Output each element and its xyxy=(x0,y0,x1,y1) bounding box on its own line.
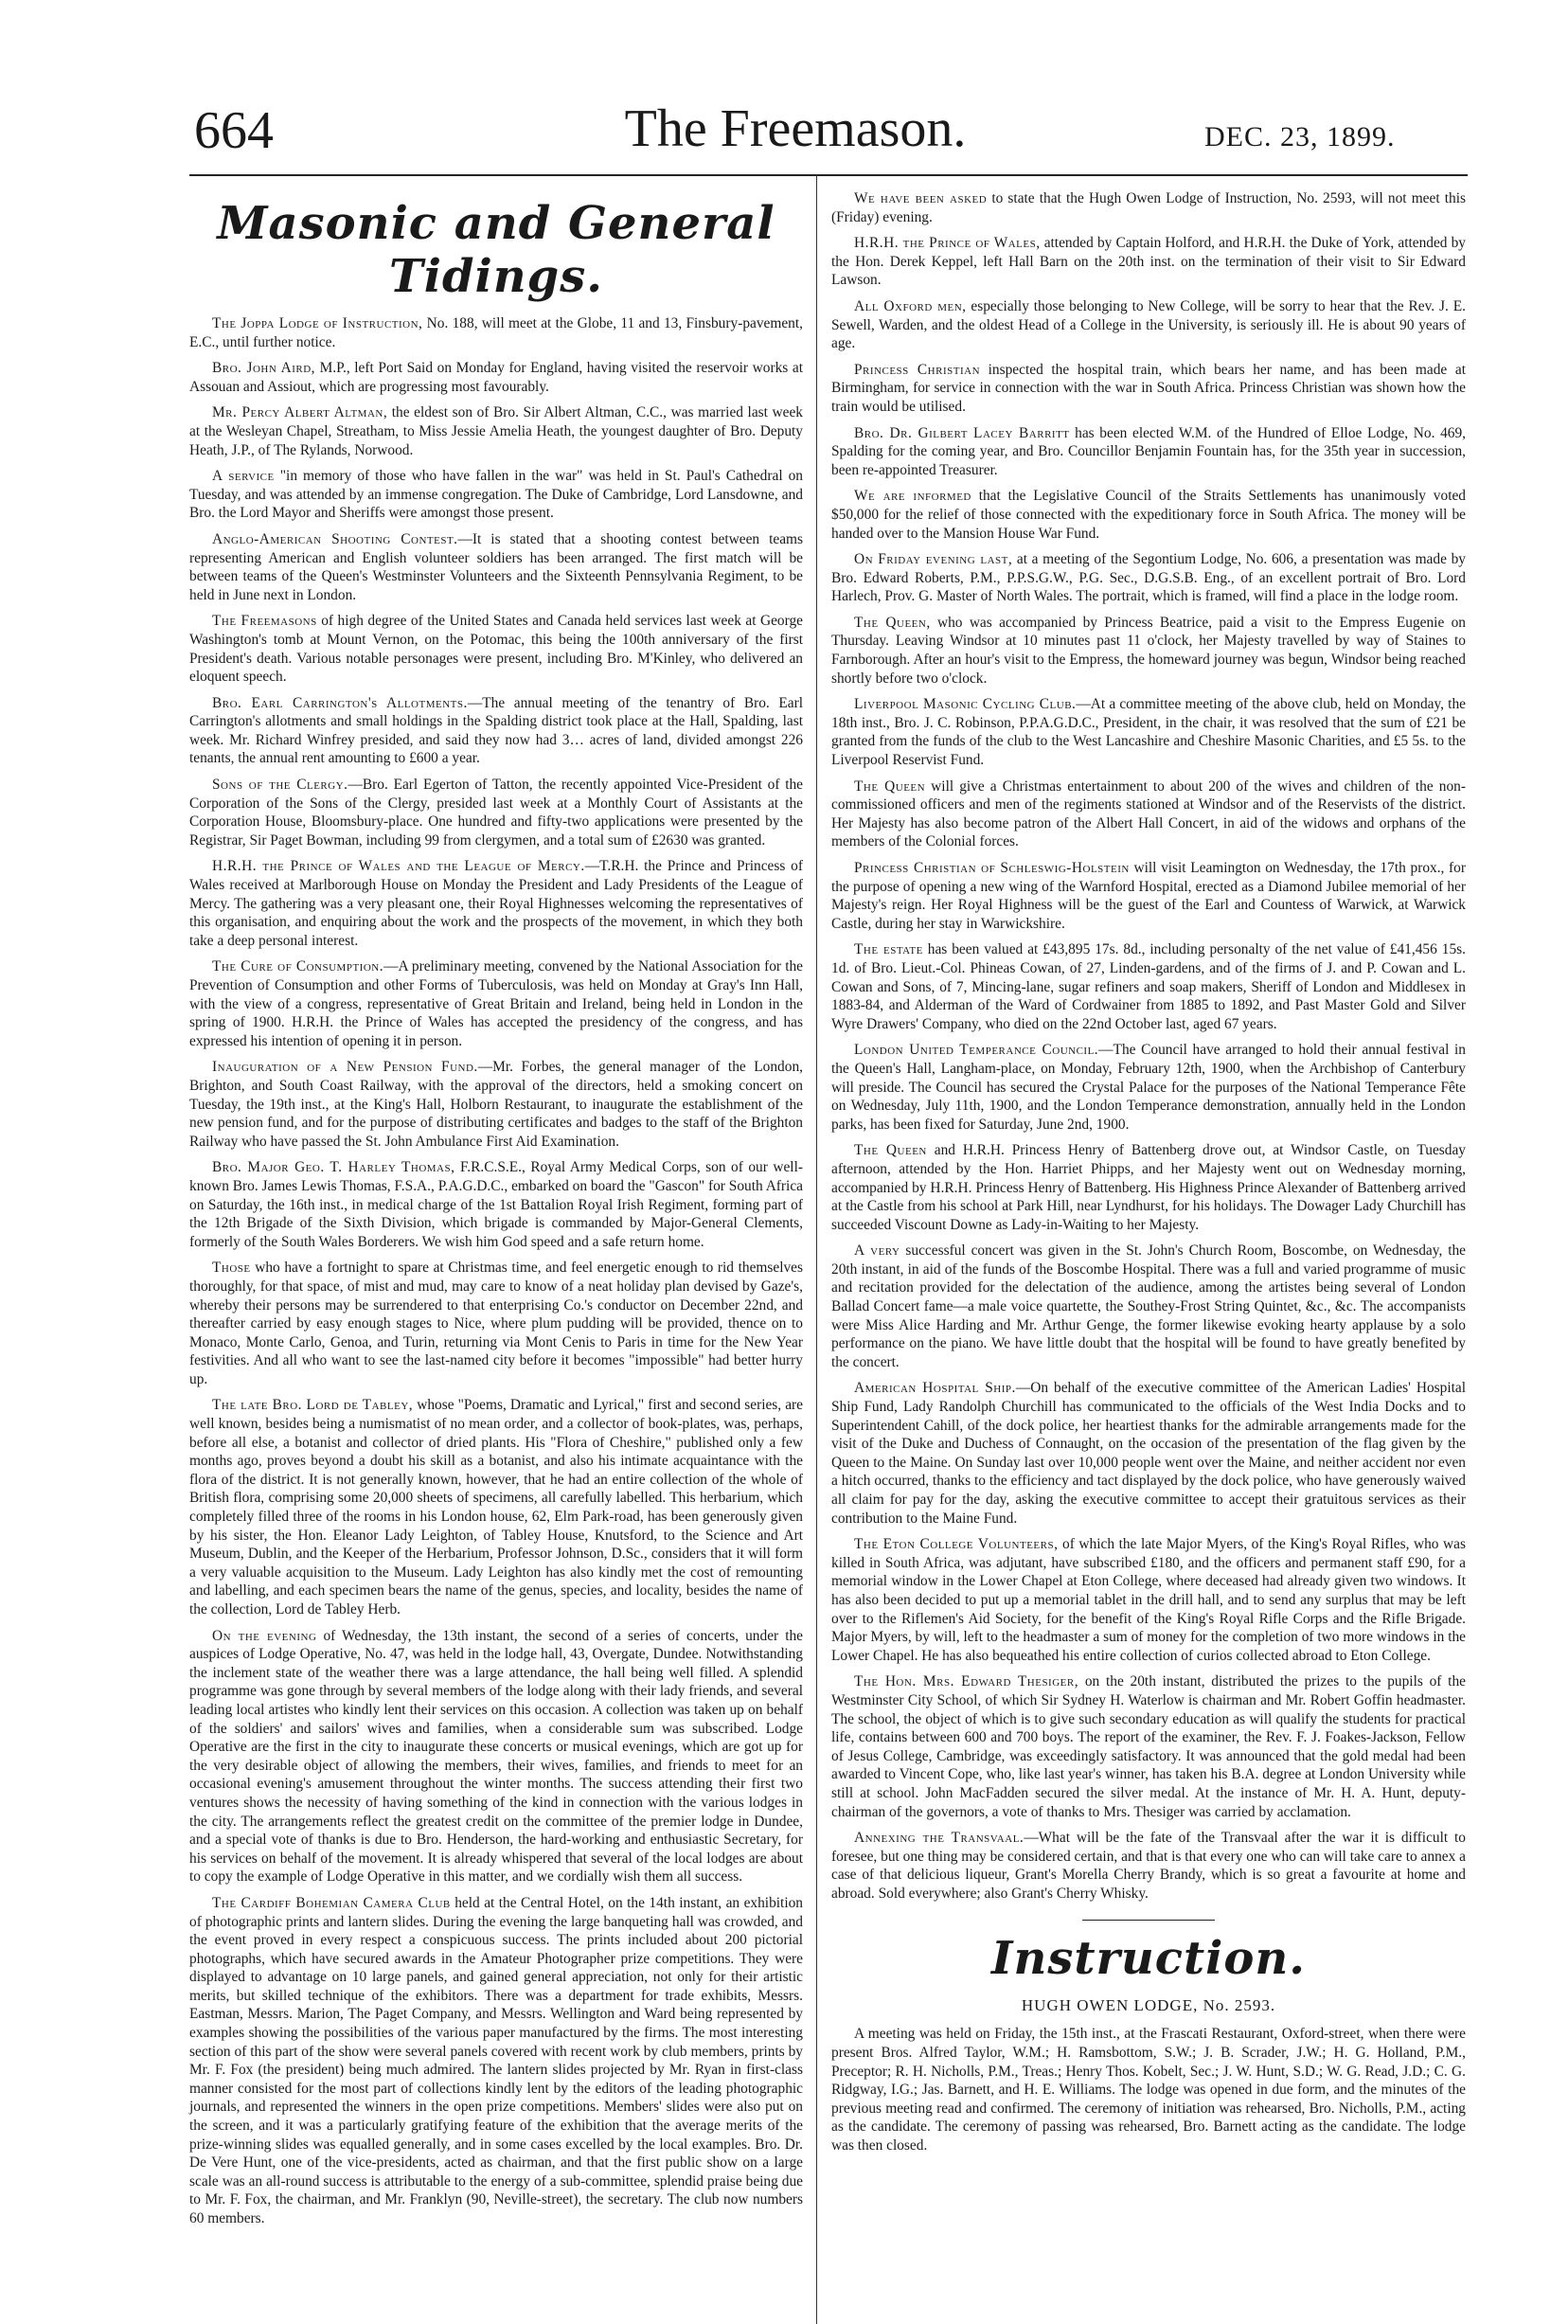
paragraph-text: —What will be the fate of the Transvaal after the war it is difficult to foresee, but one thing may be considered certain, and that is that every one who can will take care to annex a case of that delicious liqueur, Grant's Morella Cherry Brandy, which is so great a favourite at home and abroad. Sold everywhere; also Grant's Cherry Whisky. xyxy=(831,1830,1466,1902)
tidings-paragraph xyxy=(189,612,803,686)
tidings-paragraph xyxy=(189,776,803,849)
paragraph-text: will visit Leamington on Wednesday, the 17th prox., for the purpose of opening a new wing of the Warnford Hospital, erected as a Diamond Jubilee memorial of her Majesty's reign. Her Royal Highness will be the guest of the Earl and Countess of Warwick, at Warwick Castle, during her stay in Warwickshire. xyxy=(831,860,1466,932)
instruction-paragraph-container xyxy=(831,2025,1466,2154)
news-paragraph xyxy=(831,487,1466,543)
news-paragraph xyxy=(831,695,1466,769)
paragraph-text: on the 20th instant, distributed the prizes to the pupils of the Westminster City School, of which Sir Sydney H. Waterlow is chairman and Mr. Robert Goffin headmaster. The school, the object of which is to give such secondary education as will qualify the students for practical life, contains between 600 and 700 boys. The report of the examiner, the Rev. F. J. Foakes-Jackson, Fellow of Jesus College, Cambridge, was exceedingly satisfactory. It was announced that the gold medal had been awarded to Vincent Cope, who, like last year's winner, has taken his B.A. degree at London University while still at school. John MacFadden secured the silver medal. At the instance of Mr. H. A. Hunt, deputy-chairman of the governors, a vote of thanks to Mrs. Thesiger was carried by acclamation. xyxy=(831,1673,1466,1820)
paragraph-text: of high degree of the United States and Canada held services last week at George Washington's tomb at Mount Vernon, on the Potomac, this being the 100th anniversary of the first President's death. Various notable personages were present, including Bro. M'Kinley, who delivered an eloquent speech. xyxy=(189,613,803,686)
section-heading-tidings: Masonic and General Tidings. xyxy=(217,197,775,303)
paragraph-lead: The Cure of Consumption. xyxy=(212,958,384,975)
issue-date: DEC. 23, 1899. xyxy=(1204,121,1396,152)
paragraph-text: of which the late Major Myers, of the King's Royal Rifles, who was killed in South Africa, was adjutant, have subscribed £180, and the officers and permanent staff £90, for a memorial window in the Lower Chapel at Eton College, where deceased had already given two windows. It has also been decided to put up a memorial tablet in the drill hall, and to send any surplus that may be left over to the Riflemen's Aid Society, for the benefit of the King's Royal Rifle Corps and the Rifle Brigade. Major Myers, by will, left to the headmaster a sum of money for the completion of two more windows in the Lower Chapel. He has also bequeathed his entire collection of curios collected abroad to Eton College. xyxy=(831,1536,1466,1664)
paragraph-text: —Bro. Earl Egerton of Tatton, the recently appointed Vice-President of the Corporation of the Sons of the Clergy, presided last week at a Monthly Court of Assistants at the Corporation House, Bloomsbury-place. One hundred and fifty-two applications were presented by the Registrar, Sir Paget Bowman, including 99 from clergymen, and a total sum of £2630 was granted. xyxy=(189,777,804,849)
paragraph-text: has been valued at £43,895 17s. 8d., including personalty of the net value of £41,456 15s. 1d. of Bro. Lieut.-Col. Phineas Cowan, of 27, Linden-gardens, and of the firms of J. and P. Cowan and L. Cowan and Sons, of 7, Mincing-lane, sugar refiners and soap makers, Sheriff of London and Middlesex in 1883-84, and Alderman of the Ward of Cordwainer from 1885 to 1892, and Past Master Gold and Silver Wyre Drawers' Company, who died on the 22nd October last, aged 67 years. xyxy=(831,941,1466,1032)
right-column xyxy=(831,189,1466,2163)
tidings-paragraph xyxy=(189,1894,803,2228)
paragraph-text: —The Council have arranged to hold their annual festival in the Queen's Hall, Langham-place, on Monday, February 12th, 1900, when the Archbishop of Canterbury will preside. The Council has secured the Crystal Palace for the purposes of the National Temperance Fête on Wednesday, July 11th, 1900, and the London Temperance demonstration, annually held in the London parks, has been fixed for Saturday, June 2nd, 1900. xyxy=(831,1042,1466,1133)
news-paragraph xyxy=(831,614,1466,688)
lodge-subheading: HUGH OWEN LODGE, No. 2593. xyxy=(1021,1996,1276,2015)
news-paragraph xyxy=(831,1829,1466,1903)
paragraph-lead: The Joppa Lodge of Instruction, xyxy=(212,315,423,331)
paragraph-lead: Liverpool Masonic Cycling Club. xyxy=(854,696,1077,713)
tidings-paragraph xyxy=(189,1396,803,1618)
news-paragraph xyxy=(831,1141,1466,1234)
paragraph-lead: American Hospital Ship. xyxy=(854,1380,1016,1397)
paragraph-lead: H.R.H. the Prince of Wales, xyxy=(854,235,1041,252)
paragraph-text: whose "Poems, Dramatic and Lyrical," first and second series, are well known, besides being a numismatist of no mean order, and a collector of book-plates, was, perhaps, before all else, a botanist and collector of dried plants. His "Flora of Cheshire," published only a few months ago, proves beyond a doubt his skill as a botanist, and also his intimate acquaintance with the flora of the district. It is not generally known, however, that he had an entire collection of the whole of British flora, comprising some 20,000 sheets of specimens, all carefully labelled. This herbarium, which completely filled three of the rooms in his London house, 62, Elm Park-road, has been generously given by his sister, the Hon. Eleanor Lady Leighton, of Tabley House, Knutsford, to the Science and Art Museum, Dublin, and the Keeper of the Herbarium, Professor Johnson, D.Sc., considers that it will form a very valuable acquisition to the Museum. Lady Leighton has also kindly met the cost of remounting and labelling, and each specimen bears the name of the genus, species, and locality, besides the name of the collection, Lord de Tabley Herb. xyxy=(189,1397,803,1618)
news-paragraph xyxy=(831,424,1466,480)
paragraph-lead: All Oxford men, xyxy=(854,297,967,314)
paragraph-lead: Bro. Earl Carrington's Allotments. xyxy=(212,694,468,711)
paragraph-text: of Wednesday, the 13th instant, the second of a series of concerts, under the auspices of Lodge Operative, No. 47, was held in the lodge hall, 43, Overgate, Dundee. Notwithstanding the inclement state of the weather there was a large attendance, the hall being well filled. A splendid programme was gone through by several members of the lodge along with their lady friends, and several leading local artistes who kindly lent their services on this occasion. A collection was taken up on behalf of the soldiers' and sailors' wives and families, when a considerable sum was subscribed. Lodge Operative are the first in the city to inaugurate these concerts or musical evenings, which are got up for the very desirable object of allowing the members, their wives, families, and friends to meet for an occasional evening's amusement throughout the winter months. The success attending their first two ventures shows the necessity of having something of the kind in connection with the various lodges in the city. The arrangements reflect the greatest credit on the committee of the premier lodge in Dundee, and a special vote of thanks is due to Bro. Henderson, the hard-working and enthusiastic Secretary, for his services on behalf of the movement. It is already whispered that several of the local lodges are about to copy the example of Lodge Operative in this matter, and we cordially wish them all success. xyxy=(189,1627,803,1886)
paragraph-text: "in memory of those who have fallen in the war" was held in St. Paul's Cathedral on Tuesday, and was attended by an immense congregation. The Duke of Cambridge, Lord Lansdowne, and Bro. the Lord Mayor and Sheriffs were amongst those present. xyxy=(189,468,803,522)
paragraph-lead: The Queen xyxy=(854,778,926,795)
paragraph-lead: The Freemasons xyxy=(212,613,317,630)
paragraph-lead: Inauguration of a New Pension Fund. xyxy=(212,1059,478,1076)
publication-title: The Freemason. xyxy=(624,99,967,158)
paragraph-lead: Those xyxy=(212,1260,251,1277)
header-rule xyxy=(189,174,1468,176)
section-divider xyxy=(1082,1920,1215,1921)
tidings-paragraph xyxy=(189,1058,803,1151)
paragraph-text: M.P., left Port Said on Monday for England, having visited the reservoir works at Assouan and Assiout, which are progressing most favourably. xyxy=(189,360,803,395)
tidings-paragraph xyxy=(189,530,803,604)
paragraph-lead: Princess Christian of Schleswig-Holstein xyxy=(854,860,1130,876)
news-paragraph xyxy=(831,859,1466,933)
paragraph-text: successful concert was given in the St. John's Church Room, Boscombe, on Wednesday, the 20th instant, in aid of the funds of the Boscombe Hospital. There was a full and varied programme of music and recitation provided for the delectation of the audience, among the artistes being several of London Ballad Concert fame—a male voice quartette, the Southey-Frost String Quintet, &c., &c. The accompanists were Miss Alice Harding and Mr. Arthur Genge, the former likewise evoking hearty applause by a solo performance on the piano. We have little doubt that the hospital will be found to have greatly benefited by the concert. xyxy=(831,1242,1466,1370)
tidings-paragraph xyxy=(189,1259,803,1388)
paragraph-text: and H.R.H. Princess Henry of Battenberg drove out, at Windsor Castle, on Tuesday afternoon, attended by the Hon. Harriet Phipps, and her Majesty went out on Wednesday morning, accompanied by H.R.H. Princess Henry of Battenberg. His Highness Prince Alexander of Battenberg arrived at the Castle from his school at Park Hill, near Lyndhurst, for his holidays. The Dowager Lady Churchill has succeeded Viscount Downe as Lady-in-Waiting to her Majesty. xyxy=(831,1142,1466,1233)
paragraph-text: —T.R.H. the Prince and Princess of Wales received at Marlborough House on Monday the President and Lady Presidents of the League of Mercy. The gathering was a very pleasant one, their Royal Highnesses welcoming the representatives of this organisation, and enquiring about the work and the prospects of the movement, in which they both take a deep personal interest. xyxy=(189,858,803,949)
left-column xyxy=(189,189,803,2236)
paragraph-lead: Anglo-American Shooting Contest. xyxy=(212,530,458,547)
news-paragraph xyxy=(831,297,1466,353)
paragraph-lead: Annexing the Transvaal. xyxy=(854,1830,1025,1847)
news-paragraph xyxy=(831,234,1466,290)
paragraph-lead: A very xyxy=(854,1242,900,1260)
section-heading-instruction: Instruction. xyxy=(991,1932,1306,1986)
news-paragraph xyxy=(831,1535,1466,1665)
paragraph-lead: Bro. Dr. Gilbert Lacey Barritt xyxy=(854,424,1070,441)
paragraph-text: —Mr. Forbes, the general manager of the London, Brighton, and South Coast Railway, with the approval of the directors, held a smoking concert on Tuesday, the 19th inst., at the King's Hall, Holborn Restaurant, to inaugurate the establishment of the new pension fund, and for the purpose of distributing certificates and badges to the staff of the Brighton Railway who have passed the St. John Ambulance First Aid Examination. xyxy=(189,1059,803,1150)
paragraph-text: —A preliminary meeting, convened by the National Association for the Prevention of Consumption and other Forms of Tuberculosis, was held on Monday at Gray's Inn Hall, with the view of a congress, representative of Great Britain and Ireland, being held in London in the spring of 1900. H.R.H. the Prince of Wales has accepted the presidency of the congress, and has expressed his intention of opening it in person. xyxy=(189,958,804,1049)
news-paragraph xyxy=(831,361,1466,417)
paragraph-lead: We are informed xyxy=(854,488,971,505)
page-number: 664 xyxy=(194,101,274,160)
paragraph-text: attended by Captain Holford, and H.R.H. the Duke of York, attended by the Hon. Derek Keppel, left Hall Barn on the 20th inst. on the termination of their visit to Sir Edward Lawson. xyxy=(831,235,1467,289)
paragraph-lead: The Eton College Volunteers, xyxy=(854,1536,1059,1553)
news-paragraph xyxy=(831,1379,1466,1528)
paragraph-text: held at the Central Hotel, on the 14th instant, an exhibition of photographic prints and lantern slides. During the evening the large banqueting hall was crowded, and the event proved in every respect a conspicuous success. The prints included about 200 pictorial photographs, which have secured awards in the Amateur Photographer prize competitions. They were displayed to advantage on 10 large panels, and gained general appreciation, not only for their artistic merits, but skilled technique of the exhibitors. There was a department for trade exhibits, Messrs. Eastman, Messrs. Marion, The Paget Company, and Messrs. Wellington and Ward being represented by examples showing the possibilities of the various paper manufactured by the firms. The most interesting section of this part of the show were several panels covered with recent work by club members, prints by Mr. F. Fox (the president) being much admired. The lantern slides projected by Mr. Ryan in first-class manner consisted for the most part of collections kindly lent by the editors of the leading photographic journals, and represented the winners in the open prize competitions. Members' slides were also put on the screen, and it was a particularly gratifying feature of the exhibition that the average merits of the prize-winning slides was equalled generally, and in some cases excelled by the local examples. Bro. Dr. De Vere Hunt, one of the vice-presidents, acted as chairman, and that the first public show on a large scale was an all-round success is attributable to the energy of a sub-committee, splendid praise being due to Mr. F. Fox, the chairman, and Mr. Franklyn (90, Neville-street), the secretary. The club now numbers 60 members. xyxy=(189,1894,803,2226)
paragraph-lead: The Cardiff Bohemian Camera Club xyxy=(212,1894,451,1911)
paragraph-text: —It is stated that a shooting contest between teams representing American and English volunteer soldiers has been arranged. The first match will be between teams of the Queen's Westminster Volunteers and the Sixteenth Pennsylvania Regiment, to be held in June next in London. xyxy=(189,530,804,603)
paragraph-lead: The Queen, xyxy=(854,614,931,631)
tidings-paragraph xyxy=(189,694,803,768)
paragraph-text: —The annual meeting of the tenantry of Bro. Earl Carrington's allotments and small holdings in the Spalding district took place at the Hall, Spalding, last week. Mr. Richard Winfrey presided, and said they now had 3… acres of land, divided amongst 226 tenants, the annual rent amounting to £600 a year. xyxy=(189,694,803,767)
paragraph-lead: On Friday evening last, xyxy=(854,551,1013,568)
paragraph-lead: The estate xyxy=(854,941,923,958)
tidings-paragraphs xyxy=(189,314,803,2228)
paragraph-lead: The Hon. Mrs. Edward Thesiger, xyxy=(854,1673,1079,1690)
paragraph-lead: A service xyxy=(212,468,275,485)
tidings-paragraph xyxy=(189,359,803,396)
paragraph-lead: Sons of the Clergy. xyxy=(212,777,348,794)
paragraph-text: inspected the hospital train, which bears her name, and has been made at Birmingham, for service in connection with the war in South Africa. Princess Christian was shown how the train would be utilised. xyxy=(831,361,1466,415)
tidings-paragraph xyxy=(189,467,803,523)
tidings-paragraph xyxy=(189,857,803,950)
right-paragraphs xyxy=(831,189,1466,1903)
paragraph-text: No. 188, will meet at the Globe, 11 and 13, Finsbury-pavement, E.C., until further notice. xyxy=(189,315,803,350)
news-paragraph xyxy=(831,1672,1466,1821)
tidings-paragraph xyxy=(189,403,803,459)
paragraph-text: especially those belonging to New College, will be sorry to hear that the Rev. J. E. Sewell, Warden, and the oldest Head of a College in the University, is seriously ill. He is about 90 years of age. xyxy=(831,297,1466,352)
tidings-paragraph xyxy=(189,1158,803,1251)
paragraph-lead: Princess Christian xyxy=(854,361,981,378)
paragraph-lead: Bro. Major Geo. T. Harley Thomas, xyxy=(212,1159,455,1176)
paragraph-text: the eldest son of Bro. Sir Albert Altman, C.C., was married last week at the Wesleyan Chapel, Streatham, to Miss Jessie Amelia Heath, the youngest daughter of Bro. Deputy Heath, J.P., of The Rylands, Norwood. xyxy=(189,404,803,458)
news-paragraph xyxy=(831,1242,1466,1371)
paragraph-lead: On the evening xyxy=(212,1627,317,1644)
page-header xyxy=(0,0,1568,199)
tidings-paragraph xyxy=(189,314,803,351)
paragraph-lead: We have been asked xyxy=(854,190,988,206)
news-paragraph xyxy=(831,550,1466,606)
news-paragraph xyxy=(831,189,1466,226)
paragraph-lead: Mr. Percy Albert Altman, xyxy=(212,404,388,421)
paragraph-text: that the Legislative Council of the Straits Settlements has unanimously voted $50,000 for the relief of those connected with the expeditionary force in South Africa. The money will be handed over to the Mansion House War Fund. xyxy=(831,488,1466,542)
paragraph-text: —At a committee meeting of the above club, held on Monday, the 18th inst., Bro. J. C. Robinson, P.P.A.G.D.C., President, in the chair, it was resolved that the sum of £21 be granted from the funds of the club to the West Lancashire and Cheshire Masonic Charities, and £5 5s. to the Liverpool Reservist Fund. xyxy=(831,696,1466,769)
paragraph-lead: Bro. John Aird, xyxy=(212,360,315,377)
paragraph-lead: London United Temperance Council. xyxy=(854,1042,1099,1059)
paragraph-lead: The Queen xyxy=(854,1142,927,1159)
paragraph-text: has been elected W.M. of the Hundred of Elloe Lodge, No. 469, Spalding for the coming year, and Bro. Councillor Benjamin Fountain has, for the 35th year in succession, been re-appointed Treasurer. xyxy=(831,424,1466,478)
paragraph-text: to state that the Hugh Owen Lodge of Instruction, No. 2593, will not meet this (Friday) evening. xyxy=(831,190,1466,225)
paragraph-text: —On behalf of the executive committee of the American Ladies' Hospital Ship Fund, Lady Randolph Churchill has communicated to the officials of the West India Docks and to Superintendent Cahill, of the dock police, her heartiest thanks for the admirable arrangements made for the visit of the Duke and Duchess of Connaught, on the occasion of the presentation of the flag given by the Queen to the Maine. On Sunday last over 10,000 people went over the Maine, and neither accident nor even a hitch occurred, thanks to the efficiency and tact displayed by the dock police, who have generously waived all claim for pay for the day, asking the executive committee to accept their gratuitous services as their contribution to the Maine Fund. xyxy=(831,1380,1467,1527)
paragraph-text: will give a Christmas entertainment to about 200 of the wives and children of the non-commissioned officers and men of the regiments stationed at Windsor and of the Reservists of the district. Her Majesty has also become patron of the Albert Hall Concert, in aid of the widows and orphans of the members of the Colonial forces. xyxy=(831,778,1466,850)
paragraph-text: A meeting was held on Friday, the 15th inst., at the Frascati Restaurant, Oxford-street, when there were present Bros. Alfred Taylor, W.M.; H. Ramsbottom, S.W.; J. B. Scrader, J.W.; H. G. Holland, P.M., Preceptor; R. H. Nicholls, P.M., Treas.; Henry Thos. Kobelt, Sec.; J. W. Hunt, S.D.; W. G. Read, J.D.; C. G. Ridgway, I.G.; Jas. Barnett, and H. E. Williams. The lodge was opened in due form, and the minutes of the previous meeting read and confirmed. The ceremony of initiation was rehearsed, Bro. Nicholls, P.M., acting as the candidate. The ceremony of passing was rehearsed, Bro. Barnett acting as the candidate. The lodge was then closed. xyxy=(831,2026,1466,2154)
paragraph-lead: H.R.H. the Prince of Wales and the League of Mercy. xyxy=(212,858,585,875)
paragraph-text: who have a fortnight to spare at Christmas time, and feel energetic enough to rid themselves thoroughly, for that space, of mist and mud, may care to know of a neat holiday plan devised by Gaze's, whereby their persons may be surrendered to that enterprising Co.'s conductor on December 22nd, and thereafter carried by easy enough stages to Nice, where plum pudding will be provided, thence on to Monaco, Monte Carlo, Genoa, and Turin, returning via Mont Cenis to Paris in time for the New Year festivities. And all who want to see the last-named city before it becomes "impossible" had better hurry up. xyxy=(189,1260,803,1387)
tidings-paragraph xyxy=(189,1627,803,1886)
paragraph-text: at a meeting of the Segontium Lodge, No. 606, a presentation was made by Bro. Edward Roberts, P.M., P.P.S.G.W., P.G. Sec., D.G.S.B. Eng., of an excellent portrait of Bro. Lord Harlech, Prov. G. Master of North Wales. The portrait, which is framed, will find a place in the lodge room. xyxy=(831,551,1466,605)
instruction-paragraph xyxy=(831,2025,1466,2154)
paragraph-text: who was accompanied by Princess Beatrice, paid a visit to the Empress Eugenie on Thursday. Leaving Windsor at 10 minutes past 11 o'clock, her Majesty travelled by way of Staines to Farnborough. After an hour's visit to the Empress, the homeward journey was begun, Windsor being reached shortly before two o'clock. xyxy=(831,614,1466,687)
column-divider xyxy=(816,174,817,2324)
news-paragraph xyxy=(831,1041,1466,1134)
tidings-paragraph xyxy=(189,957,803,1050)
paragraph-text: F.R.C.S.E., Royal Army Medical Corps, son of our well-known Bro. James Lewis Thomas, F.S.A., P.A.G.D.C., embarked on board the "Gascon" for South Africa on Saturday, the 16th inst., in medical charge of the 1st Battalion Royal Irish Regiment, forming part of the 12th Brigade of the Sixth Division, which brigade is commanded by Major-General Clements, formerly of the South Wales Borderers. We wish him God speed and a safe return home. xyxy=(189,1159,803,1250)
news-paragraph xyxy=(831,940,1466,1033)
paragraph-lead: The late Bro. Lord de Tabley, xyxy=(212,1397,414,1414)
news-paragraph xyxy=(831,778,1466,851)
